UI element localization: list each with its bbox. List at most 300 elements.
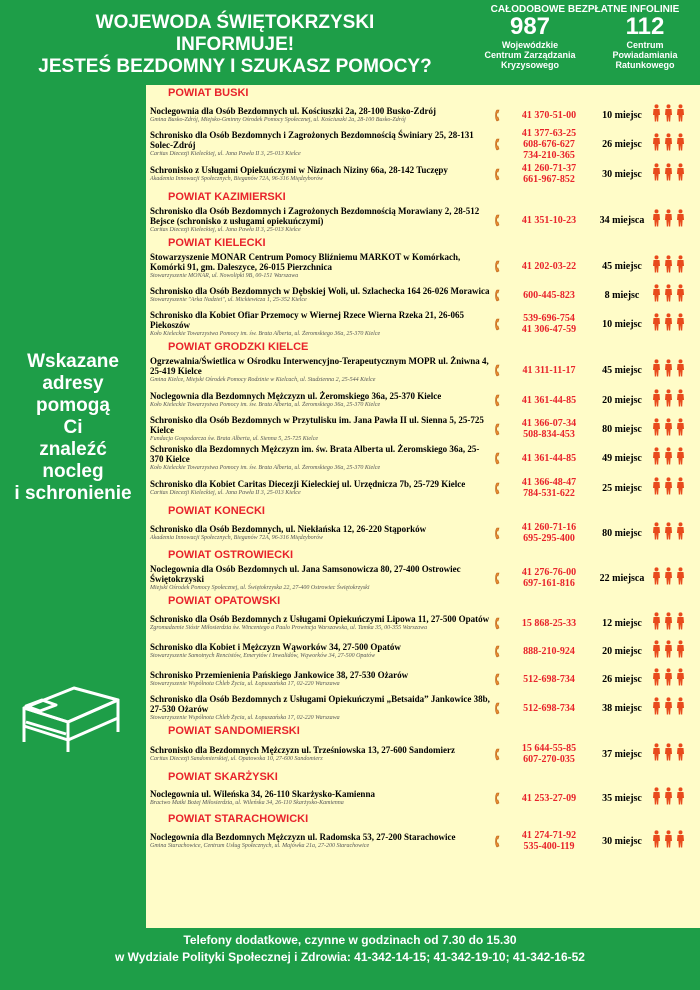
shelter-info [150, 391, 492, 409]
shelter-name: Schronisko dla Bezdomnych Mężczyzn ul. Trześniowska 13, 27-600 Sandomierz [150, 745, 456, 755]
section-powiat-sandomierski: POWIAT SANDOMIERSKI [168, 725, 300, 737]
shelter-entry [146, 785, 700, 811]
side-text-line: nocleg [42, 461, 104, 482]
people-icons [652, 477, 685, 500]
shelter-info [150, 524, 492, 542]
people-icons [652, 284, 685, 307]
shelter-phones [506, 110, 592, 121]
shelter-entry [146, 693, 700, 723]
bed-icon [16, 682, 126, 754]
shelter-places: 38 miejsc [602, 702, 642, 714]
phone-number: 15 868-25-33 [521, 617, 577, 629]
shelter-operator: Caritas Diecezji Sandomierskiej, ul. Opatowska 10, 27-600 Sandomierz [150, 756, 323, 762]
person-icon [652, 830, 661, 853]
phone-number: 734-210-365 [523, 149, 575, 161]
phone-icon [492, 288, 506, 302]
shelter-places: 35 miejsc [602, 792, 642, 804]
person-icon [664, 743, 673, 766]
shelter-places: 45 miejsc [602, 364, 642, 376]
shelter-name: Ogrzewalnia/Świetlica w Ośrodku Interwencyjno-Terapeutycznym MOPR ul. Żniwna 4, 25-419 Kielce [150, 356, 489, 376]
phone-number: 41 202-03-22 [521, 260, 577, 272]
section-powiat-skarżyski: POWIAT SKARŻYSKI [168, 771, 278, 783]
person-icon [652, 447, 661, 470]
phone-icon [492, 571, 506, 585]
person-icon [664, 567, 673, 590]
person-icon [664, 163, 673, 186]
hotline-label: Powiadamiania [612, 50, 678, 60]
shelter-places: 30 miejsc [602, 168, 642, 180]
phone-icon [492, 422, 506, 436]
shelter-entry [146, 281, 700, 309]
person-icon [652, 668, 661, 691]
person-icon [664, 477, 673, 500]
people-icons [652, 209, 685, 232]
person-icon [652, 743, 661, 766]
phone-number: 41 377-63-25 [521, 127, 577, 139]
shelter-places: 26 miejsc [602, 673, 642, 685]
shelter-operator: Caritas Diecezji Kieleckiej, ul. Jana Pawła II 3, 25-013 Kielce [150, 227, 301, 233]
shelter-info [150, 564, 492, 592]
people-icons [652, 612, 685, 635]
shelter-name: Schronisko dla Bezdomnych Mężczyzn im. św. Brata Alberta ul. Żeromskiego 36a, 25-370 Kielce [150, 444, 480, 464]
person-icon [676, 640, 685, 663]
person-icon [676, 209, 685, 232]
header-line-2: INFORMUJE! [175, 34, 295, 55]
shelter-info [150, 670, 492, 688]
people-icons [652, 787, 685, 810]
shelter-places: 80 miejsc [602, 423, 642, 435]
person-icon [664, 255, 673, 278]
shelter-entry [146, 415, 700, 443]
phone-number: 888-210-924 [523, 645, 575, 657]
phone-number: 539-696-754 [523, 313, 575, 324]
phone-number: 661-967-852 [523, 174, 575, 185]
phone-number: 41 276-76-00 [521, 567, 577, 578]
person-icon [676, 133, 685, 156]
shelter-info [150, 165, 492, 183]
shelter-operator: Gmina Starachowice, Centrum Usług Społecznych, ul. Majówka 21a, 27-200 Starachowice [150, 843, 370, 849]
shelter-entry [146, 443, 700, 473]
shelter-info [150, 252, 492, 280]
shelter-phones [506, 418, 592, 440]
phone-number: 41 253-27-09 [521, 792, 577, 804]
header-line-3: JESTEŚ BEZDOMNY I SZUKASZ POMOCY? [38, 56, 432, 77]
phone-number: 41 311-11-17 [522, 364, 576, 376]
person-icon [652, 389, 661, 412]
person-icon [664, 447, 673, 470]
hotlines [470, 0, 700, 96]
side-text-line: pomogą [36, 395, 110, 416]
shelter-name: Stowarzyszenie MONAR Centrum Pomocy Bliźniemu MARKOT w Komórkach, Komórki 91, gm. Daleszyce, 26-015 Pierzchnica [150, 252, 461, 272]
person-icon [664, 830, 673, 853]
shelter-operator: Fundacja Gospodarcza św. Brata Alberta, ul. Sienna 5, 25-725 Kielce [150, 436, 319, 442]
phone-number: 41 366-48-47 [521, 477, 577, 488]
shelter-name: Schronisko dla Osób Bezdomnych, ul. Niekłańska 12, 26-220 Stąporków [150, 524, 427, 534]
person-icon [652, 255, 661, 278]
phone-icon [492, 616, 506, 630]
shelter-places: 22 miejsca [599, 572, 645, 584]
phone-icon [492, 393, 506, 407]
shelter-entry [146, 129, 700, 159]
person-icon [664, 418, 673, 441]
shelter-places: 20 miejsc [602, 645, 642, 657]
shelter-name: Schronisko dla Osób Bezdomnych z Usługami Opiekuńczymi „Betsaida” Jankowice 38b, 27-530 Ożarów [150, 694, 490, 714]
phone-icon [492, 137, 506, 151]
phone-number: 15 644-55-85 [521, 743, 577, 754]
hotline-number: 112 [625, 13, 665, 40]
person-icon [664, 668, 673, 691]
shelter-name: Noclegownia dla Bezdomnych Mężczyzn ul. Żeromskiego 36a, 25-370 Kielce [150, 391, 442, 401]
hotline-label: Ratunkowego [615, 60, 675, 70]
person-icon [664, 284, 673, 307]
phone-icon [492, 672, 506, 686]
person-icon [664, 359, 673, 382]
shelter-phones [506, 646, 592, 657]
shelter-list [146, 85, 700, 928]
shelter-info [150, 614, 492, 632]
shelter-entry [146, 827, 700, 855]
shelter-entry [146, 309, 700, 339]
header [0, 0, 470, 96]
shelter-name: Schronisko dla Osób Bezdomnych i Zagrożonych Bezdomnością Świniary 25, 28-131 Solec-Zdrój [150, 130, 474, 150]
phone-number: 508-834-453 [523, 429, 575, 440]
shelter-entry [146, 355, 700, 385]
shelter-info [150, 832, 492, 850]
people-icons [652, 359, 685, 382]
shelter-info [150, 286, 492, 304]
shelter-info [150, 642, 492, 660]
phone-number: 41 306-47-59 [521, 324, 577, 335]
phone-number: 607-270-035 [523, 754, 575, 765]
person-icon [676, 389, 685, 412]
shelter-places: 10 miejsc [602, 318, 642, 330]
shelter-info [150, 745, 492, 763]
shelter-info [150, 479, 492, 497]
person-icon [676, 104, 685, 127]
shelter-phones [506, 477, 592, 499]
people-icons [652, 133, 685, 156]
person-icon [676, 284, 685, 307]
shelter-name: Noclegownia ul. Wileńska 34, 26-110 Skarżysko-Kamienna [150, 789, 375, 799]
shelter-phones [506, 618, 592, 629]
people-icons [652, 418, 685, 441]
person-icon [652, 522, 661, 545]
person-icon [652, 697, 661, 720]
phone-icon [492, 834, 506, 848]
phone-icon [492, 644, 506, 658]
person-icon [664, 209, 673, 232]
people-icons [652, 640, 685, 663]
shelter-entry [146, 159, 700, 189]
section-powiat-starachowicki: POWIAT STARACHOWICKI [168, 813, 309, 825]
shelter-operator: Stowarzyszenie "Arka Nadziei", ul. Mickiewicza 1, 25-352 Kielce [150, 297, 307, 303]
person-icon [652, 787, 661, 810]
person-icon [676, 255, 685, 278]
shelter-places: 37 miejsc [602, 748, 642, 760]
person-icon [664, 133, 673, 156]
section-powiat-opatowski: POWIAT OPATOWSKI [168, 595, 281, 607]
shelter-operator: Koło Kieleckie Towarzystwa Pomocy im. św. Brata Alberta, ul. Żeromskiego 36a, 25-370 Kielce [150, 331, 381, 337]
shelter-entry [146, 665, 700, 693]
shelter-phones [506, 128, 592, 161]
person-icon [676, 567, 685, 590]
shelter-info [150, 356, 492, 384]
phone-number: 41 361-44-85 [521, 394, 577, 406]
person-icon [676, 163, 685, 186]
people-icons [652, 567, 685, 590]
side-text-line: i schronienie [14, 483, 132, 504]
person-icon [676, 668, 685, 691]
shelter-phones [506, 453, 592, 464]
shelter-name: Schronisko dla Kobiet Caritas Diecezji Kieleckiej ul. Urzędnicza 7b, 25-729 Kielce [150, 479, 466, 489]
phone-number: 784-531-622 [523, 488, 575, 499]
person-icon [676, 787, 685, 810]
shelter-name: Schronisko dla Osób Bezdomnych w Dębskiej Woli, ul. Szlachecka 164 26-026 Morawica [150, 286, 490, 296]
person-icon [664, 313, 673, 336]
phone-number: 697-161-816 [523, 578, 575, 589]
person-icon [652, 313, 661, 336]
phone-icon [492, 526, 506, 540]
shelter-info [150, 106, 492, 124]
person-icon [652, 209, 661, 232]
phone-icon [492, 747, 506, 761]
footer-line-1: Telefony dodatkowe, czynne w godzinach od 7.30 do 15.30 [183, 933, 517, 947]
hotline-label: Kryzysowego [500, 60, 560, 70]
phone-icon [492, 317, 506, 331]
hotline-label: Wojewódzkie [501, 40, 559, 50]
shelter-operator: Stowarzyszenie Wspólnota Chleb Życia, ul. Łopuszańska 17, 02-220 Warszawa [150, 715, 340, 721]
person-icon [676, 743, 685, 766]
shelter-entry [146, 739, 700, 769]
hotline-label: Centrum [626, 40, 664, 50]
shelter-phones [506, 395, 592, 406]
phone-number: 41 260-71-37 [521, 163, 577, 174]
phone-icon [492, 481, 506, 495]
phone-number: 41 361-44-85 [521, 452, 577, 464]
shelter-info [150, 206, 492, 234]
section-powiat-buski: POWIAT BUSKI [168, 87, 249, 99]
phone-number: 41 366-07-34 [521, 418, 577, 429]
phone-icon [492, 167, 506, 181]
shelter-operator: Zgromadzenie Sióstr Miłosierdzia św. Wincentego a Paulo Prowincja Warszawska, ul. Tamka 35, 00-355 Warszawa [150, 625, 428, 631]
phone-icon [492, 363, 506, 377]
shelter-places: 30 miejsc [602, 835, 642, 847]
shelter-info [150, 444, 492, 472]
person-icon [676, 522, 685, 545]
person-icon [664, 697, 673, 720]
shelter-operator: Miejski Ośrodek Pomocy Społecznej, ul. Świętokrzyska 22, 27-400 Ostrowiec Świętokrzyski [150, 585, 370, 591]
shelter-places: 45 miejsc [602, 260, 642, 272]
phone-number: 41 370-51-00 [521, 109, 577, 121]
shelter-phones [506, 743, 592, 765]
hotline-label: Centrum Zarządzania [484, 50, 576, 60]
shelter-name: Schronisko dla Osób Bezdomnych z Usługami Opiekuńczymi Lipowa 11, 27-500 Opatów [150, 614, 490, 624]
shelter-places: 80 miejsc [602, 527, 642, 539]
person-icon [652, 104, 661, 127]
shelter-entry [146, 609, 700, 637]
phone-number: 608-676-627 [523, 138, 575, 150]
shelter-phones [506, 793, 592, 804]
phone-icon [492, 451, 506, 465]
person-icon [664, 787, 673, 810]
shelter-phones [506, 163, 592, 185]
shelter-info [150, 789, 492, 807]
shelter-name: Schronisko dla Kobiet Ofiar Przemocy w Wiernej Rzece Wierna Rzeka 21, 26-065 Piekoszów [150, 310, 464, 330]
person-icon [652, 477, 661, 500]
phone-number: 41 260-71-16 [521, 522, 577, 533]
person-icon [652, 567, 661, 590]
section-powiat-konecki: POWIAT KONECKI [168, 505, 265, 517]
shelter-operator: Caritas Diecezji Kieleckiej, ul. Jana Pawła II 3, 25-013 Kielce [150, 151, 301, 157]
phone-number: 535-400-119 [523, 841, 575, 852]
phone-number: 512-698-734 [523, 702, 575, 714]
shelter-operator: Gmina Kielce, Miejski Ośrodek Pomocy Rodzinie w Kielcach, ul. Studzienna 2, 25-544 Kielce [150, 377, 376, 383]
people-icons [652, 447, 685, 470]
shelter-phones [506, 365, 592, 376]
shelter-operator: Bractwo Matki Bożej Miłosierdzia, ul. Wileńska 34, 26-110 Skarżysko-Kamienna [150, 800, 344, 806]
shelter-name: Schronisko Przemienienia Pańskiego Jankowice 38, 27-530 Ożarów [150, 670, 409, 680]
shelter-places: 26 miejsc [602, 138, 642, 150]
people-icons [652, 668, 685, 691]
person-icon [652, 359, 661, 382]
hotline-112 [590, 14, 700, 70]
shelter-places: 25 miejsc [602, 482, 642, 494]
person-icon [652, 640, 661, 663]
section-powiat-ostrowiecki: POWIAT OSTROWIECKI [168, 549, 294, 561]
shelter-phones [506, 215, 592, 226]
phone-number: 512-698-734 [523, 673, 575, 685]
person-icon [676, 477, 685, 500]
phone-icon [492, 213, 506, 227]
phone-number: 41 274-71-92 [521, 830, 577, 841]
person-icon [676, 359, 685, 382]
section-powiat-kielecki: POWIAT KIELECKI [168, 237, 266, 249]
people-icons [652, 255, 685, 278]
person-icon [676, 418, 685, 441]
person-icon [664, 612, 673, 635]
people-icons [652, 522, 685, 545]
shelter-name: Schronisko dla Osób Bezdomnych w Przytulisku im. Jana Pawła II ul. Sienna 5, 25-725 Kielce [150, 415, 484, 435]
people-icons [652, 104, 685, 127]
shelter-entry [146, 563, 700, 593]
person-icon [652, 163, 661, 186]
shelter-places: 10 miejsc [602, 109, 642, 121]
shelter-phones [506, 313, 592, 335]
shelter-name: Noclegownia dla Osób Bezdomnych ul. Kościuszki 2a, 28-100 Busko-Zdrój [150, 106, 437, 116]
person-icon [676, 697, 685, 720]
shelter-entry [146, 205, 700, 235]
shelter-operator: Akademia Innowacji Społecznych, Bieganów 72A, 96-316 Międzyborów [150, 176, 323, 182]
shelter-operator: Koło Kieleckie Towarzystwa Pomocy im. św. Brata Alberta, ul. Żeromskiego 36a, 25-370 Kielce [150, 465, 381, 471]
people-icons [652, 743, 685, 766]
side-text-line: Ci [63, 417, 83, 438]
side-text [0, 351, 146, 505]
side-text-line: Wskazane [27, 351, 119, 372]
shelter-entry [146, 473, 700, 503]
person-icon [652, 133, 661, 156]
shelter-places: 20 miejsc [602, 394, 642, 406]
person-icon [652, 284, 661, 307]
person-icon [652, 612, 661, 635]
shelter-phones [506, 830, 592, 852]
shelter-places: 34 miejsca [599, 214, 645, 226]
people-icons [652, 389, 685, 412]
shelter-entry [146, 637, 700, 665]
shelter-phones [506, 703, 592, 714]
shelter-operator: Stowarzyszenie Samotnych Rencistów, Emerytów i Inwalidów, Wąworków 34, 27-500 Opatów [150, 653, 376, 659]
person-icon [676, 830, 685, 853]
side-text-line: znaleźć [39, 439, 107, 460]
phone-number: 600-445-823 [523, 289, 575, 301]
shelter-phones [506, 674, 592, 685]
people-icons [652, 313, 685, 336]
side-text-line: adresy [42, 373, 104, 394]
people-icons [652, 163, 685, 186]
left-panel [0, 96, 146, 926]
shelter-phones [506, 261, 592, 272]
person-icon [652, 418, 661, 441]
phone-icon [492, 108, 506, 122]
person-icon [676, 447, 685, 470]
shelter-name: Noclegownia dla Bezdomnych Mężczyzn ul. Radomska 53, 27-200 Starachowice [150, 832, 456, 842]
shelter-places: 8 miejsc [604, 289, 640, 301]
shelter-operator: Akademia Innowacji Społecznych, Bieganów 72A, 96-316 Międzyborów [150, 535, 323, 541]
phone-icon [492, 791, 506, 805]
people-icons [652, 697, 685, 720]
shelter-operator: Stowarzyszenie Wspólnota Chleb Życia, ul. Łopuszańska 17, 02-220 Warszawa [150, 681, 340, 687]
header-line-1: WOJEWODA ŚWIĘTOKRZYSKI [95, 12, 375, 33]
person-icon [664, 104, 673, 127]
hotlines-title: CAŁODOBOWE BEZPŁATNE INFOLINIE [490, 4, 680, 15]
shelter-name: Schronisko dla Kobiet i Mężczyzn Wąworków 34, 27-500 Opatów [150, 642, 401, 652]
person-icon [676, 313, 685, 336]
shelter-places: 12 miejsc [602, 617, 642, 629]
section-powiat-grodzki-kielce: POWIAT GRODZKI KIELCE [168, 341, 309, 353]
person-icon [676, 612, 685, 635]
footer-line-2: w Wydziale Polityki Społecznej i Zdrowia: 41-342-14-15; 41-342-19-10; 41-342-16-52 [115, 950, 585, 964]
person-icon [664, 640, 673, 663]
shelter-phones [506, 290, 592, 301]
shelter-entry [146, 101, 700, 129]
shelter-name: Schronisko dla Osób Bezdomnych i Zagrożonych Bezdomnością Morawiany 2, 28-512 Bejsce (schronisko z usługami opiekuńczymi) [150, 206, 480, 226]
shelter-info [150, 310, 492, 338]
shelter-places: 49 miejsc [602, 452, 642, 464]
phone-number: 695-295-400 [523, 533, 575, 544]
phone-number: 41 351-10-23 [521, 214, 577, 226]
shelter-info [150, 130, 492, 158]
shelter-entry [146, 519, 700, 547]
shelter-phones [506, 522, 592, 544]
people-icons [652, 830, 685, 853]
person-icon [664, 389, 673, 412]
section-powiat-kazimierski: POWIAT KAZIMIERSKI [168, 191, 286, 203]
hotline-987 [470, 14, 590, 70]
shelter-entry [146, 251, 700, 281]
shelter-entry [146, 385, 700, 415]
shelter-operator: Stowarzyszenie MONAR, ul. Nowolipki 9B, 00-151 Warszawa [150, 273, 299, 279]
phone-icon [492, 701, 506, 715]
shelter-name: Schronisko z Usługami Opiekuńczymi w Nizinach Niziny 66a, 28-142 Tuczępy [150, 165, 448, 175]
phone-icon [492, 259, 506, 273]
shelter-operator: Caritas Diecezji Kieleckiej, ul. Jana Pawła II 3, 25-013 Kielce [150, 490, 301, 496]
shelter-name: Noclegownia dla Osób Bezdomnych ul. Jana Samsonowicza 80, 27-400 Ostrowiec Świętokrzyski [150, 564, 461, 584]
person-icon [664, 522, 673, 545]
shelter-operator: Koło Kieleckie Towarzystwa Pomocy im. św. Brata Alberta, ul. Żeromskiego 36a, 25-370 Kielce [150, 402, 381, 408]
shelter-info [150, 694, 492, 722]
hotline-number: 987 [509, 13, 551, 40]
shelter-phones [506, 567, 592, 589]
shelter-info [150, 415, 492, 443]
